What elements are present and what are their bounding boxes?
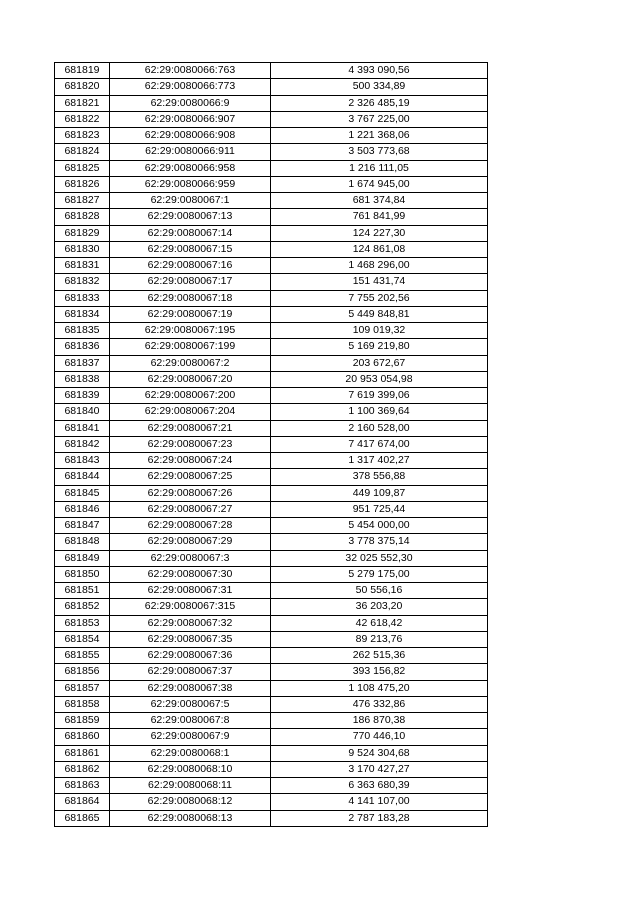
cadastral-value-cell: 500 334,89 <box>271 79 488 95</box>
cadastral-number-cell: 62:29:0080067:204 <box>110 404 271 420</box>
cadastral-number-cell: 62:29:0080066:907 <box>110 111 271 127</box>
table-row <box>55 420 488 436</box>
cadastral-number-cell: 62:29:0080067:32 <box>110 615 271 631</box>
row-number-cell: 681841 <box>55 420 110 436</box>
table-row <box>55 436 488 452</box>
row-number-cell: 681820 <box>55 79 110 95</box>
table-row <box>55 160 488 176</box>
cadastral-number-cell: 62:29:0080068:10 <box>110 761 271 777</box>
cadastral-value-cell: 89 213,76 <box>271 631 488 647</box>
cadastral-value-cell: 449 109,87 <box>271 485 488 501</box>
cadastral-number-cell: 62:29:0080066:763 <box>110 63 271 79</box>
row-number-cell: 681847 <box>55 518 110 534</box>
cadastral-value-table <box>54 62 488 827</box>
row-number-cell: 681830 <box>55 241 110 257</box>
row-number-cell: 681837 <box>55 355 110 371</box>
row-number-cell: 681852 <box>55 599 110 615</box>
table-row <box>55 290 488 306</box>
row-number-cell: 681838 <box>55 371 110 387</box>
cadastral-value-cell: 9 524 304,68 <box>271 745 488 761</box>
cadastral-number-cell: 62:29:0080068:12 <box>110 794 271 810</box>
cadastral-value-cell: 109 019,32 <box>271 323 488 339</box>
table-row <box>55 599 488 615</box>
table-row <box>55 485 488 501</box>
cadastral-number-cell: 62:29:0080067:1 <box>110 193 271 209</box>
cadastral-value-cell: 3 170 427,27 <box>271 761 488 777</box>
cadastral-number-cell: 62:29:0080067:38 <box>110 680 271 696</box>
table-row <box>55 274 488 290</box>
cadastral-value-cell: 3 778 375,14 <box>271 534 488 550</box>
cadastral-value-cell: 2 160 528,00 <box>271 420 488 436</box>
cadastral-number-cell: 62:29:0080067:200 <box>110 388 271 404</box>
cadastral-number-cell: 62:29:0080067:315 <box>110 599 271 615</box>
cadastral-value-cell: 4 141 107,00 <box>271 794 488 810</box>
cadastral-value-cell: 761 841,99 <box>271 209 488 225</box>
row-number-cell: 681855 <box>55 648 110 664</box>
table-row <box>55 696 488 712</box>
table-row <box>55 63 488 79</box>
cadastral-number-cell: 62:29:0080067:26 <box>110 485 271 501</box>
cadastral-number-cell: 62:29:0080067:2 <box>110 355 271 371</box>
table-row <box>55 745 488 761</box>
cadastral-number-cell: 62:29:0080066:908 <box>110 128 271 144</box>
cadastral-number-cell: 62:29:0080067:15 <box>110 241 271 257</box>
cadastral-number-cell: 62:29:0080067:29 <box>110 534 271 550</box>
cadastral-number-cell: 62:29:0080067:20 <box>110 371 271 387</box>
row-number-cell: 681832 <box>55 274 110 290</box>
cadastral-value-cell: 951 725,44 <box>271 501 488 517</box>
cadastral-number-cell: 62:29:0080067:14 <box>110 225 271 241</box>
row-number-cell: 681839 <box>55 388 110 404</box>
table-row <box>55 810 488 826</box>
cadastral-value-cell: 1 674 945,00 <box>271 176 488 192</box>
cadastral-number-cell: 62:29:0080068:13 <box>110 810 271 826</box>
cadastral-value-cell: 3 767 225,00 <box>271 111 488 127</box>
row-number-cell: 681848 <box>55 534 110 550</box>
table-row <box>55 355 488 371</box>
row-number-cell: 681856 <box>55 664 110 680</box>
row-number-cell: 681827 <box>55 193 110 209</box>
cadastral-value-cell: 32 025 552,30 <box>271 550 488 566</box>
cadastral-value-cell: 1 317 402,27 <box>271 453 488 469</box>
cadastral-number-cell: 62:29:0080067:23 <box>110 436 271 452</box>
table-row <box>55 713 488 729</box>
cadastral-value-cell: 7 755 202,56 <box>271 290 488 306</box>
table-row <box>55 566 488 582</box>
cadastral-number-cell: 62:29:0080068:1 <box>110 745 271 761</box>
row-number-cell: 681835 <box>55 323 110 339</box>
row-number-cell: 681843 <box>55 453 110 469</box>
table-row <box>55 111 488 127</box>
cadastral-number-cell: 62:29:0080066:773 <box>110 79 271 95</box>
table-row <box>55 550 488 566</box>
cadastral-number-cell: 62:29:0080068:11 <box>110 778 271 794</box>
table-row <box>55 794 488 810</box>
cadastral-number-cell: 62:29:0080067:195 <box>110 323 271 339</box>
table-row <box>55 339 488 355</box>
row-number-cell: 681861 <box>55 745 110 761</box>
cadastral-value-cell: 3 503 773,68 <box>271 144 488 160</box>
table-row <box>55 453 488 469</box>
table-row <box>55 761 488 777</box>
cadastral-value-cell: 36 203,20 <box>271 599 488 615</box>
cadastral-value-cell: 476 332,86 <box>271 696 488 712</box>
cadastral-value-cell: 5 279 175,00 <box>271 566 488 582</box>
cadastral-value-cell: 6 363 680,39 <box>271 778 488 794</box>
table-row <box>55 680 488 696</box>
cadastral-value-cell: 393 156,82 <box>271 664 488 680</box>
cadastral-number-cell: 62:29:0080066:911 <box>110 144 271 160</box>
table-body <box>55 63 488 827</box>
row-number-cell: 681825 <box>55 160 110 176</box>
cadastral-value-cell: 378 556,88 <box>271 469 488 485</box>
cadastral-number-cell: 62:29:0080067:24 <box>110 453 271 469</box>
cadastral-value-cell: 1 221 368,06 <box>271 128 488 144</box>
row-number-cell: 681844 <box>55 469 110 485</box>
table-row <box>55 306 488 322</box>
cadastral-number-cell: 62:29:0080066:958 <box>110 160 271 176</box>
row-number-cell: 681865 <box>55 810 110 826</box>
table-row <box>55 631 488 647</box>
table-row <box>55 258 488 274</box>
row-number-cell: 681821 <box>55 95 110 111</box>
cadastral-number-cell: 62:29:0080067:36 <box>110 648 271 664</box>
cadastral-number-cell: 62:29:0080067:35 <box>110 631 271 647</box>
table-row <box>55 225 488 241</box>
table-row <box>55 176 488 192</box>
row-number-cell: 681834 <box>55 306 110 322</box>
row-number-cell: 681823 <box>55 128 110 144</box>
row-number-cell: 681828 <box>55 209 110 225</box>
table-row <box>55 534 488 550</box>
cadastral-number-cell: 62:29:0080067:30 <box>110 566 271 582</box>
cadastral-value-cell: 7 417 674,00 <box>271 436 488 452</box>
cadastral-value-cell: 20 953 054,98 <box>271 371 488 387</box>
cadastral-value-cell: 4 393 090,56 <box>271 63 488 79</box>
cadastral-number-cell: 62:29:0080067:16 <box>110 258 271 274</box>
table-row <box>55 79 488 95</box>
row-number-cell: 681829 <box>55 225 110 241</box>
table-row <box>55 371 488 387</box>
table-row <box>55 664 488 680</box>
table-row <box>55 241 488 257</box>
cadastral-number-cell: 62:29:0080066:959 <box>110 176 271 192</box>
row-number-cell: 681846 <box>55 501 110 517</box>
table-row <box>55 209 488 225</box>
cadastral-value-cell: 124 861,08 <box>271 241 488 257</box>
cadastral-value-cell: 2 787 183,28 <box>271 810 488 826</box>
table-row <box>55 388 488 404</box>
table-row <box>55 778 488 794</box>
row-number-cell: 681819 <box>55 63 110 79</box>
cadastral-value-cell: 262 515,36 <box>271 648 488 664</box>
cadastral-number-cell: 62:29:0080067:9 <box>110 729 271 745</box>
row-number-cell: 681831 <box>55 258 110 274</box>
table-row <box>55 615 488 631</box>
cadastral-number-cell: 62:29:0080067:37 <box>110 664 271 680</box>
row-number-cell: 681845 <box>55 485 110 501</box>
row-number-cell: 681858 <box>55 696 110 712</box>
cadastral-number-cell: 62:29:0080067:25 <box>110 469 271 485</box>
table-row <box>55 729 488 745</box>
cadastral-number-cell: 62:29:0080067:17 <box>110 274 271 290</box>
cadastral-value-cell: 1 100 369,64 <box>271 404 488 420</box>
cadastral-value-cell: 42 618,42 <box>271 615 488 631</box>
cadastral-value-cell: 5 449 848,81 <box>271 306 488 322</box>
cadastral-value-cell: 1 216 111,05 <box>271 160 488 176</box>
cadastral-value-cell: 5 169 219,80 <box>271 339 488 355</box>
row-number-cell: 681859 <box>55 713 110 729</box>
table-row <box>55 144 488 160</box>
row-number-cell: 681836 <box>55 339 110 355</box>
cadastral-value-cell: 7 619 399,06 <box>271 388 488 404</box>
row-number-cell: 681849 <box>55 550 110 566</box>
table-row <box>55 193 488 209</box>
cadastral-number-cell: 62:29:0080066:9 <box>110 95 271 111</box>
row-number-cell: 681862 <box>55 761 110 777</box>
table-row <box>55 518 488 534</box>
table-row <box>55 95 488 111</box>
row-number-cell: 681853 <box>55 615 110 631</box>
row-number-cell: 681833 <box>55 290 110 306</box>
table-row <box>55 128 488 144</box>
table-row <box>55 501 488 517</box>
cadastral-value-cell: 5 454 000,00 <box>271 518 488 534</box>
row-number-cell: 681863 <box>55 778 110 794</box>
row-number-cell: 681826 <box>55 176 110 192</box>
cadastral-number-cell: 62:29:0080067:21 <box>110 420 271 436</box>
row-number-cell: 681854 <box>55 631 110 647</box>
cadastral-number-cell: 62:29:0080067:31 <box>110 583 271 599</box>
row-number-cell: 681824 <box>55 144 110 160</box>
table-row <box>55 583 488 599</box>
cadastral-value-cell: 203 672,67 <box>271 355 488 371</box>
cadastral-value-cell: 124 227,30 <box>271 225 488 241</box>
cadastral-number-cell: 62:29:0080067:19 <box>110 306 271 322</box>
row-number-cell: 681851 <box>55 583 110 599</box>
cadastral-number-cell: 62:29:0080067:3 <box>110 550 271 566</box>
table-row <box>55 404 488 420</box>
row-number-cell: 681864 <box>55 794 110 810</box>
row-number-cell: 681822 <box>55 111 110 127</box>
cadastral-number-cell: 62:29:0080067:199 <box>110 339 271 355</box>
cadastral-value-cell: 50 556,16 <box>271 583 488 599</box>
table-row <box>55 469 488 485</box>
cadastral-value-cell: 681 374,84 <box>271 193 488 209</box>
row-number-cell: 681857 <box>55 680 110 696</box>
cadastral-number-cell: 62:29:0080067:13 <box>110 209 271 225</box>
cadastral-value-cell: 2 326 485,19 <box>271 95 488 111</box>
row-number-cell: 681840 <box>55 404 110 420</box>
cadastral-value-cell: 1 108 475,20 <box>271 680 488 696</box>
table-row <box>55 323 488 339</box>
row-number-cell: 681860 <box>55 729 110 745</box>
row-number-cell: 681842 <box>55 436 110 452</box>
cadastral-number-cell: 62:29:0080067:5 <box>110 696 271 712</box>
cadastral-value-cell: 186 870,38 <box>271 713 488 729</box>
cadastral-value-cell: 151 431,74 <box>271 274 488 290</box>
cadastral-number-cell: 62:29:0080067:8 <box>110 713 271 729</box>
cadastral-value-cell: 770 446,10 <box>271 729 488 745</box>
table-row <box>55 648 488 664</box>
row-number-cell: 681850 <box>55 566 110 582</box>
cadastral-number-cell: 62:29:0080067:18 <box>110 290 271 306</box>
cadastral-number-cell: 62:29:0080067:27 <box>110 501 271 517</box>
cadastral-value-cell: 1 468 296,00 <box>271 258 488 274</box>
cadastral-number-cell: 62:29:0080067:28 <box>110 518 271 534</box>
